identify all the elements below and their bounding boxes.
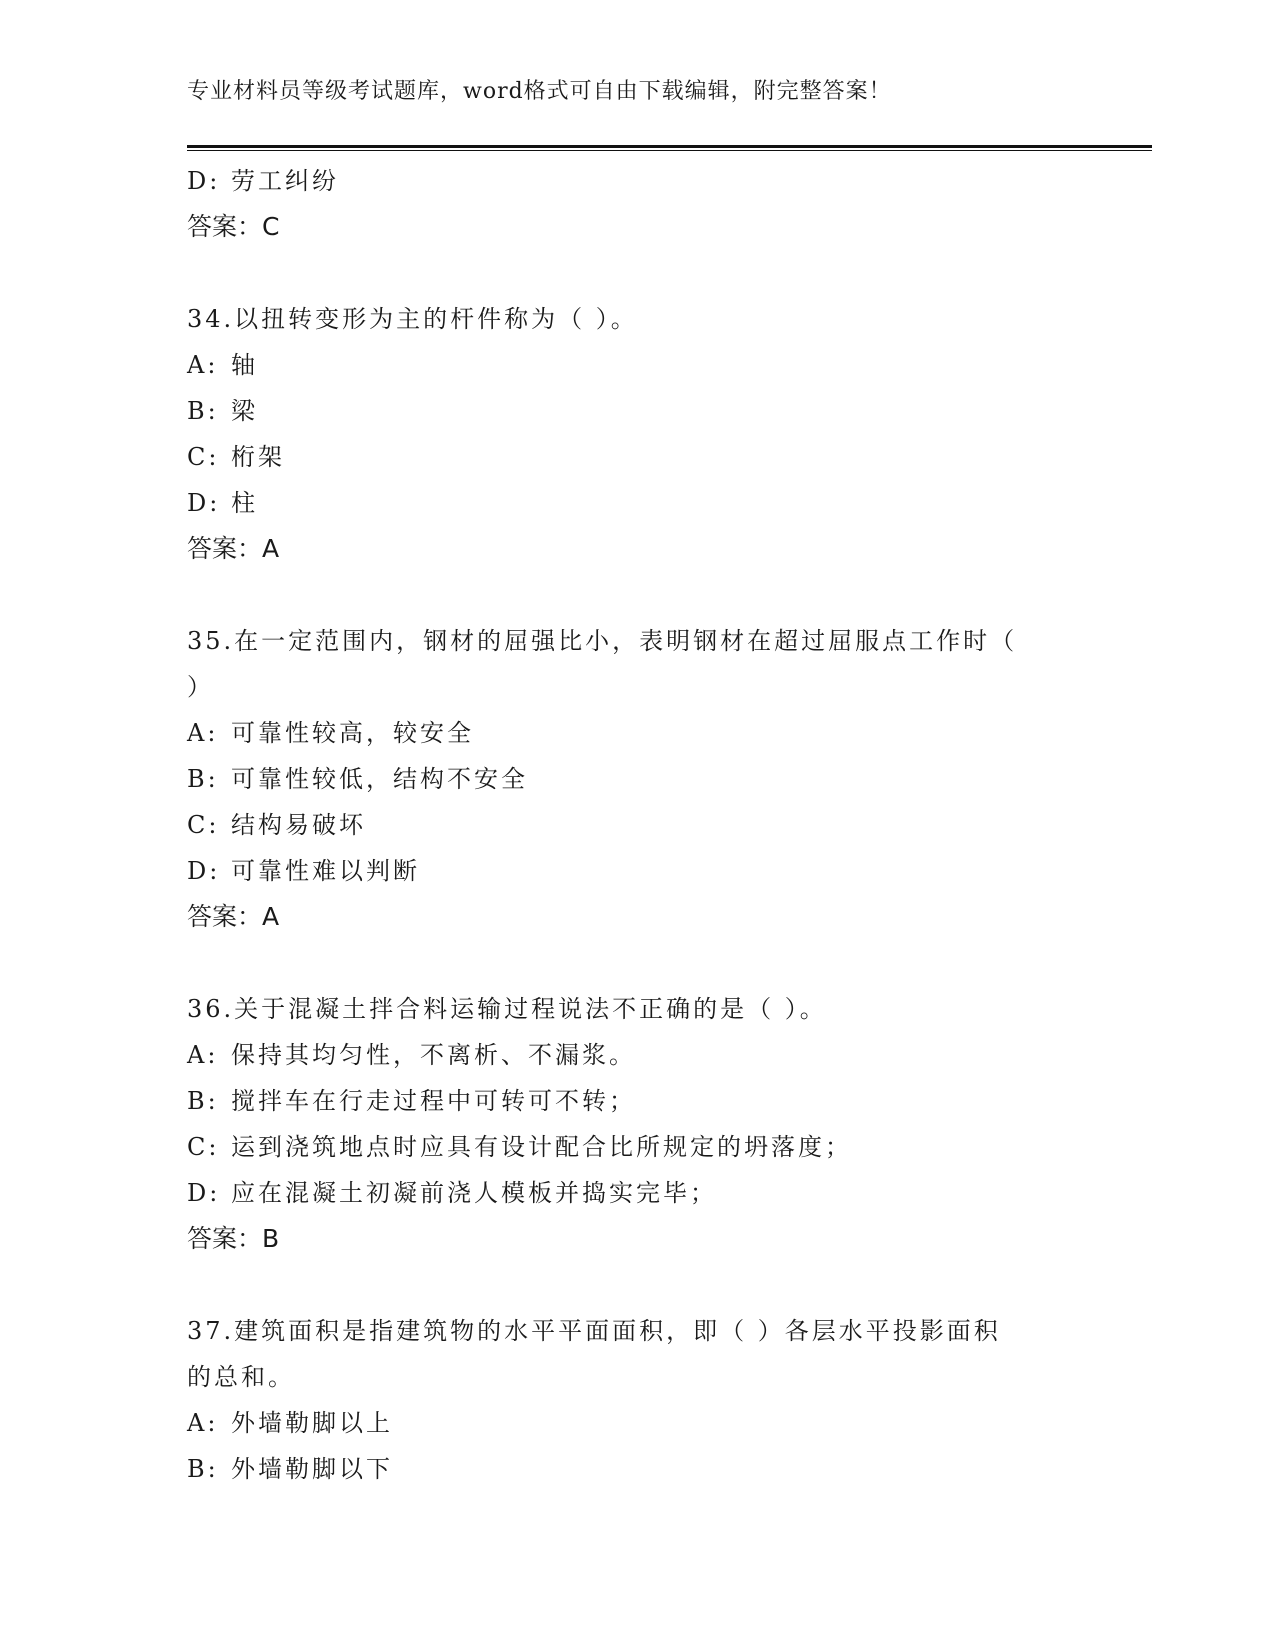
question-stem-continued: ） <box>187 673 214 701</box>
option-key: D: <box>187 489 221 517</box>
option-line <box>187 1446 1087 1492</box>
question-block <box>187 986 1087 1262</box>
header-rule-thick <box>187 145 1152 148</box>
option-text: 搅拌车在行走过程中可转可不转； <box>231 1087 636 1115</box>
option-text: 结构易破坏 <box>231 811 366 839</box>
option-line <box>187 756 1087 802</box>
option-key: C: <box>187 443 220 471</box>
spacer <box>187 250 1087 296</box>
question-block <box>187 1308 1087 1492</box>
option-text: 梁 <box>231 397 258 425</box>
option-text: 应在混凝土初凝前浇人模板并捣实完毕； <box>231 1179 717 1207</box>
option-key: B: <box>187 397 219 425</box>
option-key: A: <box>187 351 219 379</box>
option-line <box>187 1078 1087 1124</box>
answer-line: 答案：A <box>187 534 280 563</box>
option-text: 轴 <box>231 351 258 379</box>
option-text: 桁架 <box>231 443 285 471</box>
spacer <box>187 940 1087 986</box>
option-key: C: <box>187 811 220 839</box>
option-text: 外墙勒脚以上 <box>231 1409 393 1437</box>
option-line <box>187 1124 1087 1170</box>
option-text: 柱 <box>231 489 258 517</box>
question-content <box>187 158 1087 1492</box>
question-stem-continued: 的总和。 <box>187 1363 295 1391</box>
option-text: 劳工纠纷 <box>231 167 339 195</box>
option-key: A: <box>187 719 219 747</box>
option-line <box>187 480 1087 526</box>
option-key: B: <box>187 1455 219 1483</box>
answer-line: 答案：A <box>187 902 280 931</box>
option-text: 可靠性较低，结构不安全 <box>231 765 528 793</box>
answer-line: 答案：C <box>187 212 280 241</box>
option-line <box>187 802 1087 848</box>
option-key: B: <box>187 765 219 793</box>
option-line <box>187 388 1087 434</box>
option-line <box>187 848 1087 894</box>
option-line <box>187 434 1087 480</box>
question-block <box>187 296 1087 572</box>
option-line <box>187 1400 1087 1446</box>
option-key: D: <box>187 1179 221 1207</box>
header-rule-thin <box>187 150 1152 151</box>
option-text: 保持其均匀性，不离析、不漏浆。 <box>231 1041 636 1069</box>
option-key: B: <box>187 1087 219 1115</box>
option-line <box>187 158 1087 204</box>
option-line <box>187 710 1087 756</box>
option-text: 可靠性较高，较安全 <box>231 719 474 747</box>
question-stem: 34.以扭转变形为主的杆件称为（ ）。 <box>187 305 638 333</box>
option-line <box>187 1170 1087 1216</box>
question-block <box>187 618 1087 940</box>
option-text: 运到浇筑地点时应具有设计配合比所规定的坍落度； <box>231 1133 852 1161</box>
question-stem: 35.在一定范围内，钢材的屈强比小，表明钢材在超过屈服点工作时（ <box>187 627 1018 655</box>
spacer <box>187 572 1087 618</box>
option-text: 外墙勒脚以下 <box>231 1455 393 1483</box>
question-stem: 36.关于混凝土拌合料运输过程说法不正确的是（ ）。 <box>187 995 827 1023</box>
option-key: A: <box>187 1409 219 1437</box>
option-text: 可靠性难以判断 <box>231 857 420 885</box>
option-key: D: <box>187 857 221 885</box>
option-key: C: <box>187 1133 220 1161</box>
question-stem: 37.建筑面积是指建筑物的水平平面面积，即（ ）各层水平投影面积 <box>187 1317 1001 1345</box>
option-line <box>187 342 1087 388</box>
spacer <box>187 1262 1087 1308</box>
page-header: 专业材料员等级考试题库，word格式可自由下载编辑，附完整答案！ <box>187 79 892 104</box>
option-line <box>187 1032 1087 1078</box>
option-key: D: <box>187 167 221 195</box>
option-key: A: <box>187 1041 219 1069</box>
answer-line: 答案：B <box>187 1224 280 1253</box>
